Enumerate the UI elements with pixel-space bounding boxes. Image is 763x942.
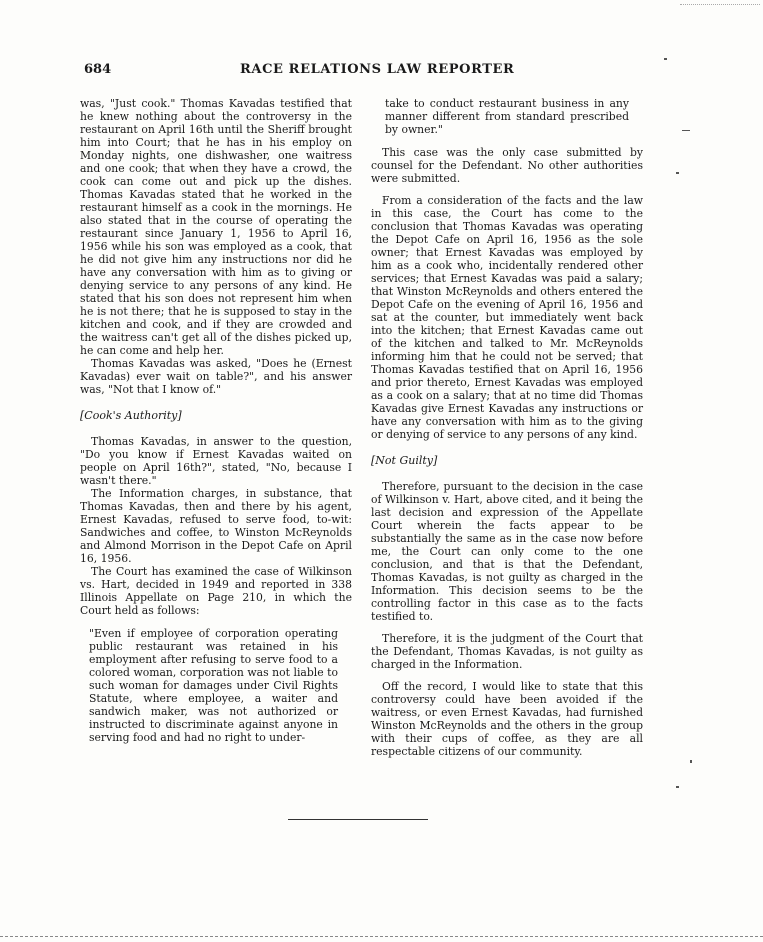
paragraph: Off the record, I would like to state that this controversy could have been avoided if the waitress, or even Ernest Kavadas, had furnished Winston McReynolds and the others in the group with their cups of coffee, as they are all respectable citizens of our community. [371,680,643,758]
paragraph: Therefore, it is the judgment of the Court that the Defendant, Thomas Kavadas, is not guilty as charged in the Information. [371,632,643,671]
paragraph: The Court has examined the case of Wilkinson vs. Hart, decided in 1949 and reported in 338 Illinois Appellate on Page 210, in which the Court held as follows: [80,565,352,617]
scan-edge-top [680,4,760,5]
left-column [80,97,352,744]
section-heading: [Not Guilty] [371,454,438,467]
scan-speck [676,786,679,788]
paragraph: Thomas Kavadas was asked, "Does he (Ernest Kavadas) ever wait on table?", and his answer was, "Not that I know of." [80,357,352,396]
paragraph: was, "Just cook." Thomas Kavadas testified that he knew nothing about the controversy in the restaurant on April 16th until the Sheriff brought him into Court; that he has in his employ on Monday nights, one dishwasher, one waitress and one cook; that when they have a crowd, the cook can come out and pick up the dishes. Thomas Kavadas stated that he worked in the restaurant himself as a cook in the mornings. He also stated that in the course of operating the restaurant since January 1, 1956 to April 16, 1956 while his son was employed as a cook, that he did not give him any instructions nor did he have any conversation with him as to giving or denying service to any persons of any kind. He stated that his son does not represent him when he is not there; that he is supposed to stay in the kitchen and cook, and if they are crowded and the waitress can't get all of the dishes picked up, he can come and help her. [80,97,352,357]
scan-speck [682,130,690,131]
paragraph: This case was the only case submitted by counsel for the Defendant. No other authorities were submitted. [371,146,643,185]
block-quote: "Even if employee of corporation operating public restaurant was retained in his employment after refusing to serve food to a colored woman, corporation was not liable to such woman for damages under Civil Rights Statute, where employee, a waiter and sandwich maker, was not authorized or instructed to discriminate against anyone in serving food and had no right to under- [89,627,338,744]
section-heading: [Cook's Authority] [80,409,182,422]
block-quote-continued: take to conduct restaurant business in any manner different from standard prescribed by owner." [385,97,629,136]
paragraph: From a consideration of the facts and the law in this case, the Court has come to the conclusion that Thomas Kavadas was operating the Depot Cafe on April 16, 1956 as the sole owner; that Ernest Kavadas was employed by him as a cook who, incidentally rendered other services; that Ernest Kavadas was paid a salary; that Winston McReynolds and others entered the Depot Cafe on the evening of April 16, 1956 and sat at the counter, but immediately went back into the kitchen; that Ernest Kavadas came out of the kitchen and talked to Mr. McReynolds informing him that he could not be served; that Thomas Kavadas testified that on April 16, 1956 and prior thereto, Ernest Kavadas was employed as a cook on a salary; that at no time did Thomas Kavadas give Ernest Kavadas any instructions or have any conversation with him as to the giving or denying of service to any persons of any kind. [371,194,643,441]
scan-speck [690,760,692,763]
scan-edge-bottom [0,936,763,937]
paragraph: Thomas Kavadas, in answer to the question, "Do you know if Ernest Kavadas waited on people on April 16th?", stated, "No, because I wasn't there." [80,435,352,487]
end-rule [288,819,428,820]
paragraph: Therefore, pursuant to the decision in the case of Wilkinson v. Hart, above cited, and it being the last decision and expression of the Appellate Court wherein the facts appear to be substantially the same as in the case now before me, the Court can only come to the one conclusion, and that is that the Defendant, Thomas Kavadas, is not guilty as charged in the Information. This decision seems to be the controlling factor in this case as to the facts testified to. [371,480,643,623]
scan-speck [664,58,667,60]
scan-speck [676,172,679,174]
running-head: RACE RELATIONS LAW REPORTER [240,62,515,77]
page-number: 684 [84,62,112,77]
paragraph: The Information charges, in substance, that Thomas Kavadas, then and there by his agent, Ernest Kavadas, refused to serve food, to-wit: Sandwiches and coffee, to Winston McReynolds and Almond Morrison in the Depot Cafe on April 16, 1956. [80,487,352,565]
right-column [371,97,643,758]
